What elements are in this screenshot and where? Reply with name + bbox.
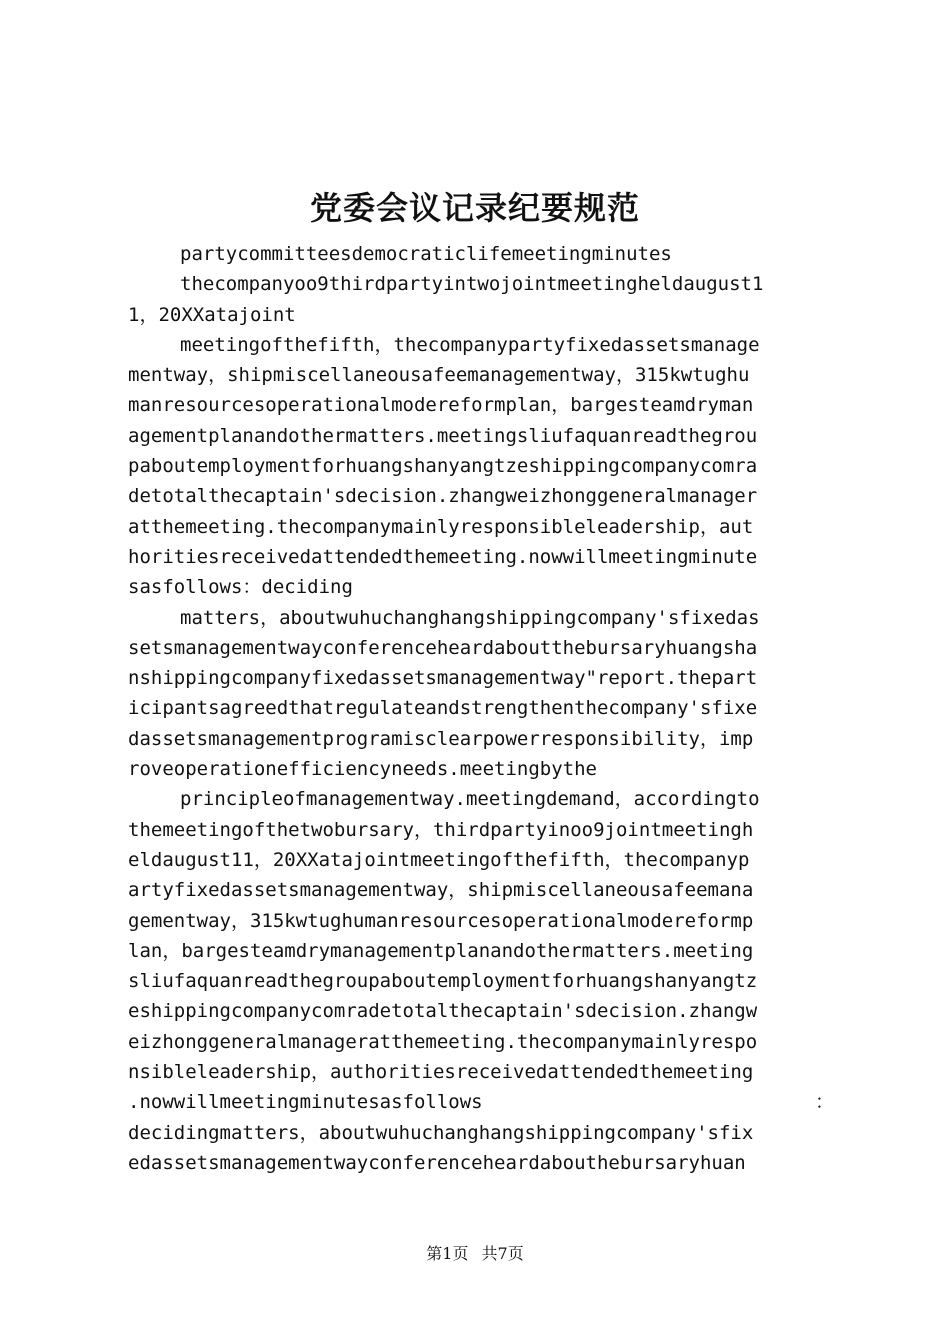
body-line-colon: ： (814, 1091, 834, 1114)
document-title: 党委会议记录纪要规范 (309, 189, 640, 227)
body-line: eshippingcompanycomradetotalthecaptain'sdecision.zhangw (128, 1000, 758, 1023)
body-line: atthemeeting.thecompanymainlyresponsibleleadership，aut (128, 515, 754, 538)
body-line: partycommitteesdemocraticlifemeetingminutes (180, 243, 672, 265)
body-line: gementway，315kwtughumanresourcesoperationalmodereformp (128, 909, 754, 932)
body-line: mentway，shipmiscellaneousafeemanagementway，315kwtughu (128, 364, 750, 387)
body-line: 1，20XXatajoint (128, 303, 296, 326)
body-line-text: .nowwillmeetingminutesasfollows (128, 1091, 483, 1114)
body-line: manresourcesoperationalmodereformplan，bargesteamdryman (128, 394, 754, 417)
body-line: agementplanandothermatters.meetingsliufaquanreadthegrou (128, 424, 758, 447)
body-line: thecompanyoo9thirdpartyintwojointmeetingheldaugust1 (180, 273, 764, 296)
body-line: roveoperationefficiencyneeds.meetingbythe (128, 758, 597, 781)
page-number-current: 第1页 (426, 1244, 469, 1263)
body-line: matters，aboutwuhuchanghangshippingcompany'sfixedas (180, 606, 760, 629)
body-line-with-colon (128, 1087, 834, 1117)
body-line: sliufaquanreadthegroupaboutemploymentforhuangshanyangtz (128, 970, 758, 993)
body-line: icipantsagreedthatregulateandstrengthenthecompany'sfixe (128, 697, 758, 720)
body-line: setsmanagementwayconferenceheardaboutthebursaryhuangsha (128, 636, 758, 659)
page-number-total: 共7页 (481, 1244, 524, 1263)
page-footer (0, 1243, 950, 1265)
body-line: dassetsmanagementprogramisclearpowerresponsibility，imp (128, 727, 754, 750)
body-line: detotalthecaptain'sdecision.zhangweizhonggeneralmanager (128, 485, 758, 508)
document-body (128, 239, 834, 1178)
body-line: paboutemploymentforhuangshanyangtzeshippingcompanycomra (128, 455, 758, 478)
body-line: themeetingofthetwobursary，thirdpartyinoo9jointmeetingh (128, 818, 754, 841)
body-line: edassetsmanagementwayconferenceheardabouthebursaryhuan (128, 1151, 746, 1174)
body-line: eizhonggeneralmanageratthemeeting.thecompanymainlyrespo (128, 1030, 758, 1053)
body-line: meetingofthefifth，thecompanypartyfixedassetsmanage (180, 333, 760, 356)
body-line: nsibleleadership，authoritiesreceivedattendedthemeeting (128, 1061, 754, 1084)
body-line: lan，bargesteamdrymanagementplanandothermatters.meeting (128, 939, 754, 962)
body-line: nshippingcompanyfixedassetsmanagementway"report.thepart (128, 667, 758, 690)
body-line: principleofmanagementway.meetingdemand，accordingto (180, 788, 760, 811)
body-line: artyfixedassetsmanagementway，shipmiscellaneousafeemana (128, 879, 754, 902)
body-line: eldaugust11，20XXatajointmeetingofthefifth，thecompanyp (128, 848, 750, 871)
body-line: horitiesreceivedattendedthemeeting.nowwillmeetingminute (128, 545, 758, 568)
body-line: decidingmatters，aboutwuhuchanghangshippingcompany'sfix (128, 1121, 754, 1144)
body-line: sasfollows：deciding (128, 576, 353, 599)
